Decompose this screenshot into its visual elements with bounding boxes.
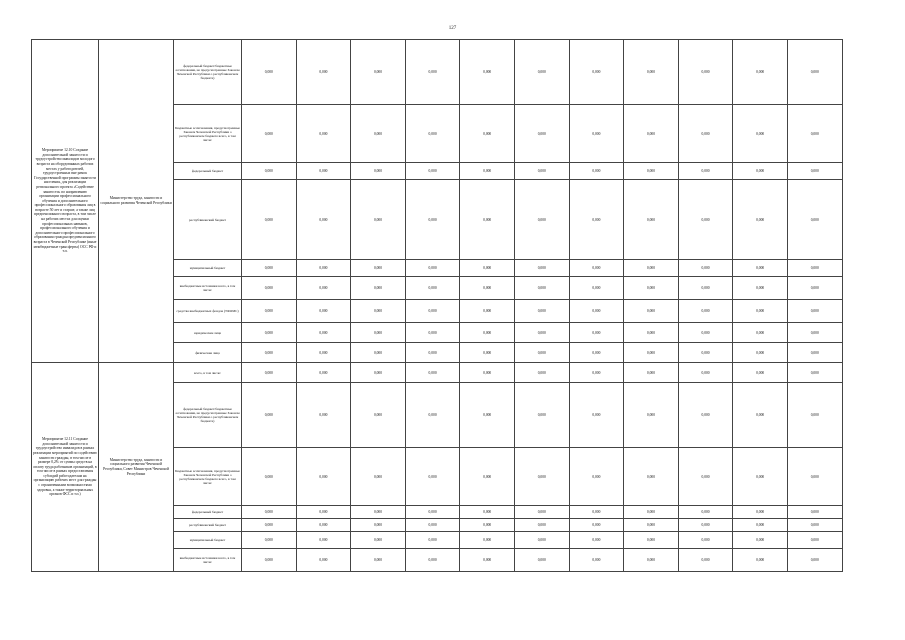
value-cell: 0,000 bbox=[624, 260, 679, 277]
value-cell: 0,000 bbox=[678, 343, 733, 363]
value-cell: 0,000 bbox=[787, 532, 842, 549]
value-cell: 0,000 bbox=[405, 506, 460, 519]
value-cell: 0,000 bbox=[296, 343, 351, 363]
value-cell: 0,000 bbox=[351, 549, 406, 572]
value-cell: 0,000 bbox=[460, 277, 515, 300]
value-cell: 0,000 bbox=[733, 105, 788, 163]
value-cell: 0,000 bbox=[787, 448, 842, 506]
value-cell: 0,000 bbox=[296, 300, 351, 323]
value-cell: 0,000 bbox=[514, 448, 569, 506]
value-cell: 0,000 bbox=[678, 105, 733, 163]
executor-cell: Министерство труда, занятости и социального развития Чеченской Республики bbox=[99, 40, 174, 363]
value-cell: 0,000 bbox=[296, 277, 351, 300]
value-cell: 0,000 bbox=[405, 300, 460, 323]
value-cell: 0,000 bbox=[460, 163, 515, 180]
value-cell: 0,000 bbox=[460, 323, 515, 343]
value-cell: 0,000 bbox=[624, 549, 679, 572]
value-cell: 0,000 bbox=[733, 163, 788, 180]
funding-source-cell: Бюджетные ассигнования, предусмотренные Законом Чеченской Республики о республиканском бюджете всего, в том числе: bbox=[174, 105, 242, 163]
value-cell: 0,000 bbox=[405, 549, 460, 572]
value-cell: 0,000 bbox=[624, 323, 679, 343]
value-cell: 0,000 bbox=[296, 448, 351, 506]
value-cell: 0,000 bbox=[569, 180, 624, 260]
value-cell: 0,000 bbox=[405, 277, 460, 300]
executor-cell: Министерство труда, занятости и социального развития Чеченской Республики, Совет Министров Чеченской Республики bbox=[99, 363, 174, 572]
value-cell: 0,000 bbox=[405, 363, 460, 383]
value-cell: 0,000 bbox=[787, 277, 842, 300]
value-cell: 0,000 bbox=[460, 363, 515, 383]
value-cell: 0,000 bbox=[624, 363, 679, 383]
value-cell: 0,000 bbox=[733, 323, 788, 343]
value-cell: 0,000 bbox=[624, 506, 679, 519]
value-cell: 0,000 bbox=[460, 519, 515, 532]
measure-cell: Мероприятие 12.10 Создание дополнительной занятости и трудоустройство инвалидов молодого возраста на оборудованных рабочих местах у работодателей, трудоустроенных вне рамок Государственной программы занятости населения, для реализации регионального проекта «Содействие занятости» по направлению организации профессионального обучения и дополнительного профессионального образования лиц в возрасте 50 лет и старше, а также лиц предпенсионного возраста, в том числе на рабочих местах для оценки профессиональных навыков, профессионального обучения и дополнительного профессионального образования граждан предпенсионного возраста в Чеченской Республике (иные межбюджетные трансферты) ОСС РФ и т.п. bbox=[32, 40, 99, 363]
value-cell: 0,000 bbox=[351, 105, 406, 163]
value-cell: 0,000 bbox=[514, 363, 569, 383]
funding-source-cell: муниципальный бюджет bbox=[174, 532, 242, 549]
value-cell: 0,000 bbox=[242, 519, 297, 532]
funding-source-cell: федеральный бюджет/бюджетные ассигнования, не предусмотренные Законом Чеченской Республики о республиканском бюджете) bbox=[174, 40, 242, 105]
value-cell: 0,000 bbox=[405, 383, 460, 448]
value-cell: 0,000 bbox=[460, 105, 515, 163]
table-row bbox=[32, 363, 843, 383]
value-cell: 0,000 bbox=[787, 180, 842, 260]
value-cell: 0,000 bbox=[296, 180, 351, 260]
value-cell: 0,000 bbox=[460, 343, 515, 363]
value-cell: 0,000 bbox=[405, 532, 460, 549]
value-cell: 0,000 bbox=[242, 448, 297, 506]
funding-source-cell: средства внебюджетных фондов (ТФОМС) bbox=[174, 300, 242, 323]
value-cell: 0,000 bbox=[460, 260, 515, 277]
value-cell: 0,000 bbox=[514, 323, 569, 343]
value-cell: 0,000 bbox=[242, 549, 297, 572]
value-cell: 0,000 bbox=[351, 180, 406, 260]
value-cell: 0,000 bbox=[678, 180, 733, 260]
value-cell: 0,000 bbox=[351, 163, 406, 180]
value-cell: 0,000 bbox=[296, 519, 351, 532]
value-cell: 0,000 bbox=[460, 40, 515, 105]
value-cell: 0,000 bbox=[351, 343, 406, 363]
value-cell: 0,000 bbox=[569, 448, 624, 506]
value-cell: 0,000 bbox=[733, 260, 788, 277]
value-cell: 0,000 bbox=[678, 260, 733, 277]
budget-table bbox=[31, 39, 843, 572]
value-cell: 0,000 bbox=[514, 277, 569, 300]
value-cell: 0,000 bbox=[460, 448, 515, 506]
value-cell: 0,000 bbox=[733, 363, 788, 383]
value-cell: 0,000 bbox=[787, 549, 842, 572]
funding-source-cell: муниципальный бюджет bbox=[174, 260, 242, 277]
funding-source-cell: юридические лица bbox=[174, 323, 242, 343]
value-cell: 0,000 bbox=[733, 40, 788, 105]
value-cell: 0,000 bbox=[569, 300, 624, 323]
value-cell: 0,000 bbox=[405, 180, 460, 260]
value-cell: 0,000 bbox=[787, 40, 842, 105]
value-cell: 0,000 bbox=[569, 549, 624, 572]
value-cell: 0,000 bbox=[678, 448, 733, 506]
value-cell: 0,000 bbox=[514, 105, 569, 163]
value-cell: 0,000 bbox=[405, 260, 460, 277]
value-cell: 0,000 bbox=[787, 343, 842, 363]
value-cell: 0,000 bbox=[787, 383, 842, 448]
page-number: 127 bbox=[448, 26, 457, 31]
value-cell: 0,000 bbox=[242, 506, 297, 519]
value-cell: 0,000 bbox=[624, 105, 679, 163]
value-cell: 0,000 bbox=[351, 448, 406, 506]
value-cell: 0,000 bbox=[351, 519, 406, 532]
value-cell: 0,000 bbox=[242, 163, 297, 180]
value-cell: 0,000 bbox=[514, 506, 569, 519]
value-cell: 0,000 bbox=[787, 323, 842, 343]
value-cell: 0,000 bbox=[624, 300, 679, 323]
value-cell: 0,000 bbox=[787, 519, 842, 532]
value-cell: 0,000 bbox=[460, 383, 515, 448]
value-cell: 0,000 bbox=[351, 506, 406, 519]
value-cell: 0,000 bbox=[242, 180, 297, 260]
value-cell: 0,000 bbox=[514, 549, 569, 572]
value-cell: 0,000 bbox=[569, 506, 624, 519]
value-cell: 0,000 bbox=[351, 277, 406, 300]
value-cell: 0,000 bbox=[405, 448, 460, 506]
value-cell: 0,000 bbox=[733, 549, 788, 572]
funding-source-cell: внебюджетные источники всего, в том числе: bbox=[174, 549, 242, 572]
value-cell: 0,000 bbox=[405, 323, 460, 343]
value-cell: 0,000 bbox=[296, 163, 351, 180]
value-cell: 0,000 bbox=[624, 40, 679, 105]
value-cell: 0,000 bbox=[569, 277, 624, 300]
value-cell: 0,000 bbox=[351, 532, 406, 549]
value-cell: 0,000 bbox=[296, 260, 351, 277]
value-cell: 0,000 bbox=[624, 448, 679, 506]
value-cell: 0,000 bbox=[514, 532, 569, 549]
value-cell: 0,000 bbox=[569, 383, 624, 448]
value-cell: 0,000 bbox=[678, 300, 733, 323]
value-cell: 0,000 bbox=[678, 532, 733, 549]
value-cell: 0,000 bbox=[405, 519, 460, 532]
value-cell: 0,000 bbox=[296, 549, 351, 572]
value-cell: 0,000 bbox=[678, 549, 733, 572]
value-cell: 0,000 bbox=[405, 105, 460, 163]
value-cell: 0,000 bbox=[733, 277, 788, 300]
value-cell: 0,000 bbox=[624, 277, 679, 300]
value-cell: 0,000 bbox=[296, 363, 351, 383]
value-cell: 0,000 bbox=[460, 180, 515, 260]
value-cell: 0,000 bbox=[351, 40, 406, 105]
value-cell: 0,000 bbox=[787, 260, 842, 277]
funding-source-cell: федеральный бюджет/бюджетные ассигнования, не предусмотренные Законом Чеченской Республики о республиканском бюджете) bbox=[174, 383, 242, 448]
value-cell: 0,000 bbox=[405, 343, 460, 363]
value-cell: 0,000 bbox=[460, 300, 515, 323]
value-cell: 0,000 bbox=[242, 300, 297, 323]
value-cell: 0,000 bbox=[460, 532, 515, 549]
value-cell: 0,000 bbox=[296, 40, 351, 105]
value-cell: 0,000 bbox=[569, 323, 624, 343]
value-cell: 0,000 bbox=[624, 532, 679, 549]
value-cell: 0,000 bbox=[569, 163, 624, 180]
value-cell: 0,000 bbox=[514, 260, 569, 277]
value-cell: 0,000 bbox=[296, 532, 351, 549]
value-cell: 0,000 bbox=[678, 506, 733, 519]
value-cell: 0,000 bbox=[678, 519, 733, 532]
value-cell: 0,000 bbox=[514, 163, 569, 180]
value-cell: 0,000 bbox=[351, 260, 406, 277]
funding-source-cell: всего, в том числе: bbox=[174, 363, 242, 383]
value-cell: 0,000 bbox=[460, 549, 515, 572]
value-cell: 0,000 bbox=[678, 383, 733, 448]
value-cell: 0,000 bbox=[351, 300, 406, 323]
value-cell: 0,000 bbox=[242, 323, 297, 343]
value-cell: 0,000 bbox=[296, 506, 351, 519]
funding-source-cell: федеральный бюджет bbox=[174, 163, 242, 180]
funding-source-cell: федеральный бюджет bbox=[174, 506, 242, 519]
value-cell: 0,000 bbox=[405, 163, 460, 180]
value-cell: 0,000 bbox=[242, 40, 297, 105]
value-cell: 0,000 bbox=[514, 180, 569, 260]
value-cell: 0,000 bbox=[624, 519, 679, 532]
measure-cell: Мероприятие 12.11 Создание дополнительной занятости и трудоустройство инвалидов в рамках реализации мероприятий по содействию занятости граждан, в том числе в размере 0,2% от суммы средств на оплату труда работников организаций, в том числе в рамках предоставления субсидий работодателям на организацию рабочих мест для граждан с ограниченными возможностями здоровья, а также территориальных органов ФСС и т.п.) bbox=[32, 363, 99, 572]
value-cell: 0,000 bbox=[624, 343, 679, 363]
value-cell: 0,000 bbox=[569, 105, 624, 163]
value-cell: 0,000 bbox=[296, 323, 351, 343]
table-row bbox=[32, 40, 843, 105]
value-cell: 0,000 bbox=[787, 163, 842, 180]
value-cell: 0,000 bbox=[569, 40, 624, 105]
value-cell: 0,000 bbox=[678, 163, 733, 180]
value-cell: 0,000 bbox=[787, 363, 842, 383]
funding-source-cell: Бюджетные ассигнования, предусмотренные Законом Чеченской Республики о республиканском бюджете всего, в том числе: bbox=[174, 448, 242, 506]
value-cell: 0,000 bbox=[787, 506, 842, 519]
value-cell: 0,000 bbox=[733, 506, 788, 519]
value-cell: 0,000 bbox=[242, 343, 297, 363]
funding-source-cell: республиканский бюджет bbox=[174, 519, 242, 532]
value-cell: 0,000 bbox=[514, 300, 569, 323]
value-cell: 0,000 bbox=[733, 448, 788, 506]
funding-source-cell: физические лица bbox=[174, 343, 242, 363]
value-cell: 0,000 bbox=[514, 519, 569, 532]
value-cell: 0,000 bbox=[351, 363, 406, 383]
funding-source-cell: внебюджетные источники всего, в том числе: bbox=[174, 277, 242, 300]
value-cell: 0,000 bbox=[569, 260, 624, 277]
value-cell: 0,000 bbox=[569, 343, 624, 363]
value-cell: 0,000 bbox=[733, 532, 788, 549]
value-cell: 0,000 bbox=[569, 363, 624, 383]
value-cell: 0,000 bbox=[678, 363, 733, 383]
value-cell: 0,000 bbox=[733, 180, 788, 260]
value-cell: 0,000 bbox=[242, 260, 297, 277]
value-cell: 0,000 bbox=[624, 383, 679, 448]
value-cell: 0,000 bbox=[678, 323, 733, 343]
value-cell: 0,000 bbox=[678, 277, 733, 300]
value-cell: 0,000 bbox=[242, 383, 297, 448]
value-cell: 0,000 bbox=[296, 105, 351, 163]
value-cell: 0,000 bbox=[242, 532, 297, 549]
value-cell: 0,000 bbox=[733, 383, 788, 448]
value-cell: 0,000 bbox=[514, 383, 569, 448]
value-cell: 0,000 bbox=[733, 343, 788, 363]
value-cell: 0,000 bbox=[296, 383, 351, 448]
value-cell: 0,000 bbox=[242, 363, 297, 383]
value-cell: 0,000 bbox=[569, 532, 624, 549]
value-cell: 0,000 bbox=[569, 519, 624, 532]
value-cell: 0,000 bbox=[242, 105, 297, 163]
value-cell: 0,000 bbox=[405, 40, 460, 105]
value-cell: 0,000 bbox=[624, 180, 679, 260]
value-cell: 0,000 bbox=[351, 323, 406, 343]
value-cell: 0,000 bbox=[787, 300, 842, 323]
value-cell: 0,000 bbox=[733, 300, 788, 323]
funding-source-cell: республиканский бюджет bbox=[174, 180, 242, 260]
value-cell: 0,000 bbox=[460, 506, 515, 519]
value-cell: 0,000 bbox=[242, 277, 297, 300]
value-cell: 0,000 bbox=[514, 343, 569, 363]
value-cell: 0,000 bbox=[624, 163, 679, 180]
value-cell: 0,000 bbox=[678, 40, 733, 105]
value-cell: 0,000 bbox=[351, 383, 406, 448]
value-cell: 0,000 bbox=[787, 105, 842, 163]
value-cell: 0,000 bbox=[733, 519, 788, 532]
value-cell: 0,000 bbox=[514, 40, 569, 105]
